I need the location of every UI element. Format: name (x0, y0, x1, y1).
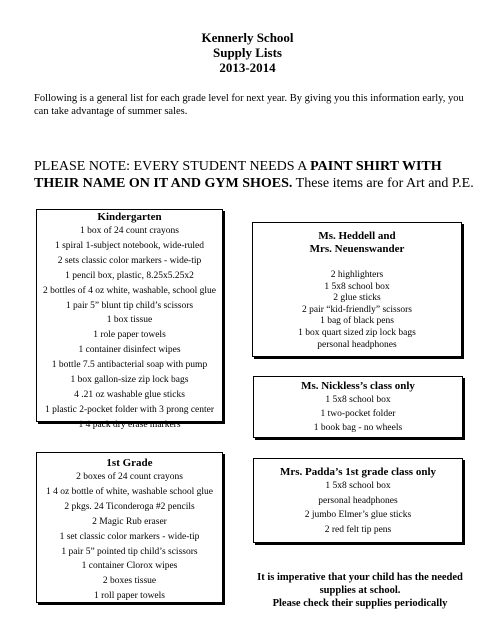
list-item: 1 container Clorox wipes (81, 561, 178, 572)
note-text-start: PLEASE NOTE: EVERY STUDENT NEEDS A (34, 159, 311, 174)
kindergarten-box (36, 209, 223, 430)
please-note-paragraph (34, 158, 474, 192)
list-item: 2 red felt tip pens (324, 524, 392, 535)
list-item: 2 bottles of 4 oz white, washable, school glue (42, 285, 217, 296)
list-item: 1 5x8 school box (324, 281, 390, 292)
list-item: 1 roll paper towels (94, 591, 165, 602)
school-name: Kennerly School (201, 30, 294, 45)
list-item: 1 4 oz bottle of white, washable school glue (45, 486, 213, 497)
heddell-title-line2: Mrs. Neuenswander (309, 243, 405, 255)
list-item: 2 pkgs. 24 Ticonderoga #2 pencils (64, 501, 195, 512)
list-item: 1 box quart sized zip lock bags (298, 327, 416, 338)
list-item: 2 jumbo Elmer’s glue sticks (304, 510, 412, 520)
list-item: 1 pair 5” blunt tip child’s scissors (65, 300, 194, 311)
list-item: 1 set classic color markers - wide-tip (59, 531, 200, 542)
list-item: 1 4 pack dry erase markers (78, 419, 181, 430)
list-item: 1 bag of black pens (320, 316, 394, 327)
list-item: 1 role paper towels (93, 330, 166, 341)
school-year: 2013-2014 (219, 60, 276, 75)
list-item: 1 5x8 school box (325, 481, 391, 491)
padda-box (253, 458, 463, 543)
reminder-line-2: supplies at school. (319, 585, 401, 596)
list-item: 1 box tissue (106, 315, 153, 326)
kindergarten-list (37, 224, 222, 433)
document-subtitle: Supply Lists (212, 45, 282, 60)
list-item: 4 .21 oz washable glue sticks (74, 389, 185, 400)
padda-title: Mrs. Padda’s 1st grade class only (279, 466, 437, 478)
nickless-box (253, 376, 463, 438)
list-item: personal headphones (317, 339, 397, 350)
kindergarten-title: Kindergarten (97, 211, 162, 223)
reminder-line-1: It is imperative that your child has the needed (257, 572, 463, 583)
first-grade-title: 1st Grade (106, 457, 153, 469)
list-item: 1 5x8 school box (325, 395, 391, 405)
heddell-title-line1: Ms. Heddell and (318, 230, 396, 242)
list-item: 1 pencil box, plastic, 8.25x5.25x2 (65, 270, 194, 281)
list-item: 1 pair 5” pointed tip child’s scissors (61, 546, 198, 557)
list-item: 2 pair “kid-friendly” scissors (301, 304, 412, 315)
first-grade-list (37, 470, 222, 604)
list-item: 1 book bag - no wheels (313, 423, 403, 433)
list-item: 2 sets classic color markers - wide-tip (57, 255, 202, 266)
list-item: 1 bottle 7.5 antibacterial soap with pump (51, 360, 208, 371)
list-item: 2 Magic Rub eraser (92, 516, 167, 527)
list-item: 2 highlighters (330, 270, 384, 280)
nickless-title: Ms. Nickless’s class only (301, 380, 415, 392)
nickless-list (254, 393, 462, 435)
padda-list (254, 479, 462, 537)
list-item: 2 boxes of 24 count crayons (76, 472, 183, 482)
first-grade-box (36, 452, 223, 603)
list-item: 1 box of 24 count crayons (80, 226, 179, 236)
list-item: 1 spiral 1-subject notebook, wide-ruled (54, 240, 205, 251)
list-item: 1 box gallon-size zip lock bags (70, 375, 189, 386)
list-item: 2 boxes tissue (102, 576, 157, 587)
note-emphasis: PAINT SHIRT WITH THEIR NAME ON IT AND GYM SHOES. (34, 159, 442, 191)
note-text-end: These items are for Art and P.E. (292, 176, 474, 191)
list-item: personal headphones (318, 495, 398, 506)
reminder-line-3: Please check their supplies periodically (272, 598, 448, 609)
heddell-neuenswander-box (252, 222, 462, 357)
heddell-list (253, 256, 461, 351)
list-item: 1 container disinfect wipes (78, 345, 181, 356)
intro-paragraph: Following is a general list for each grade level for next year. By giving you this information early, you can take advantage of summer sales. (34, 93, 464, 117)
list-item: 1 two-pocket folder (320, 409, 396, 419)
reminder-block (248, 571, 472, 610)
list-item: 2 glue sticks (333, 293, 381, 304)
list-item: 1 plastic 2-pocket folder with 3 prong center (44, 404, 215, 415)
